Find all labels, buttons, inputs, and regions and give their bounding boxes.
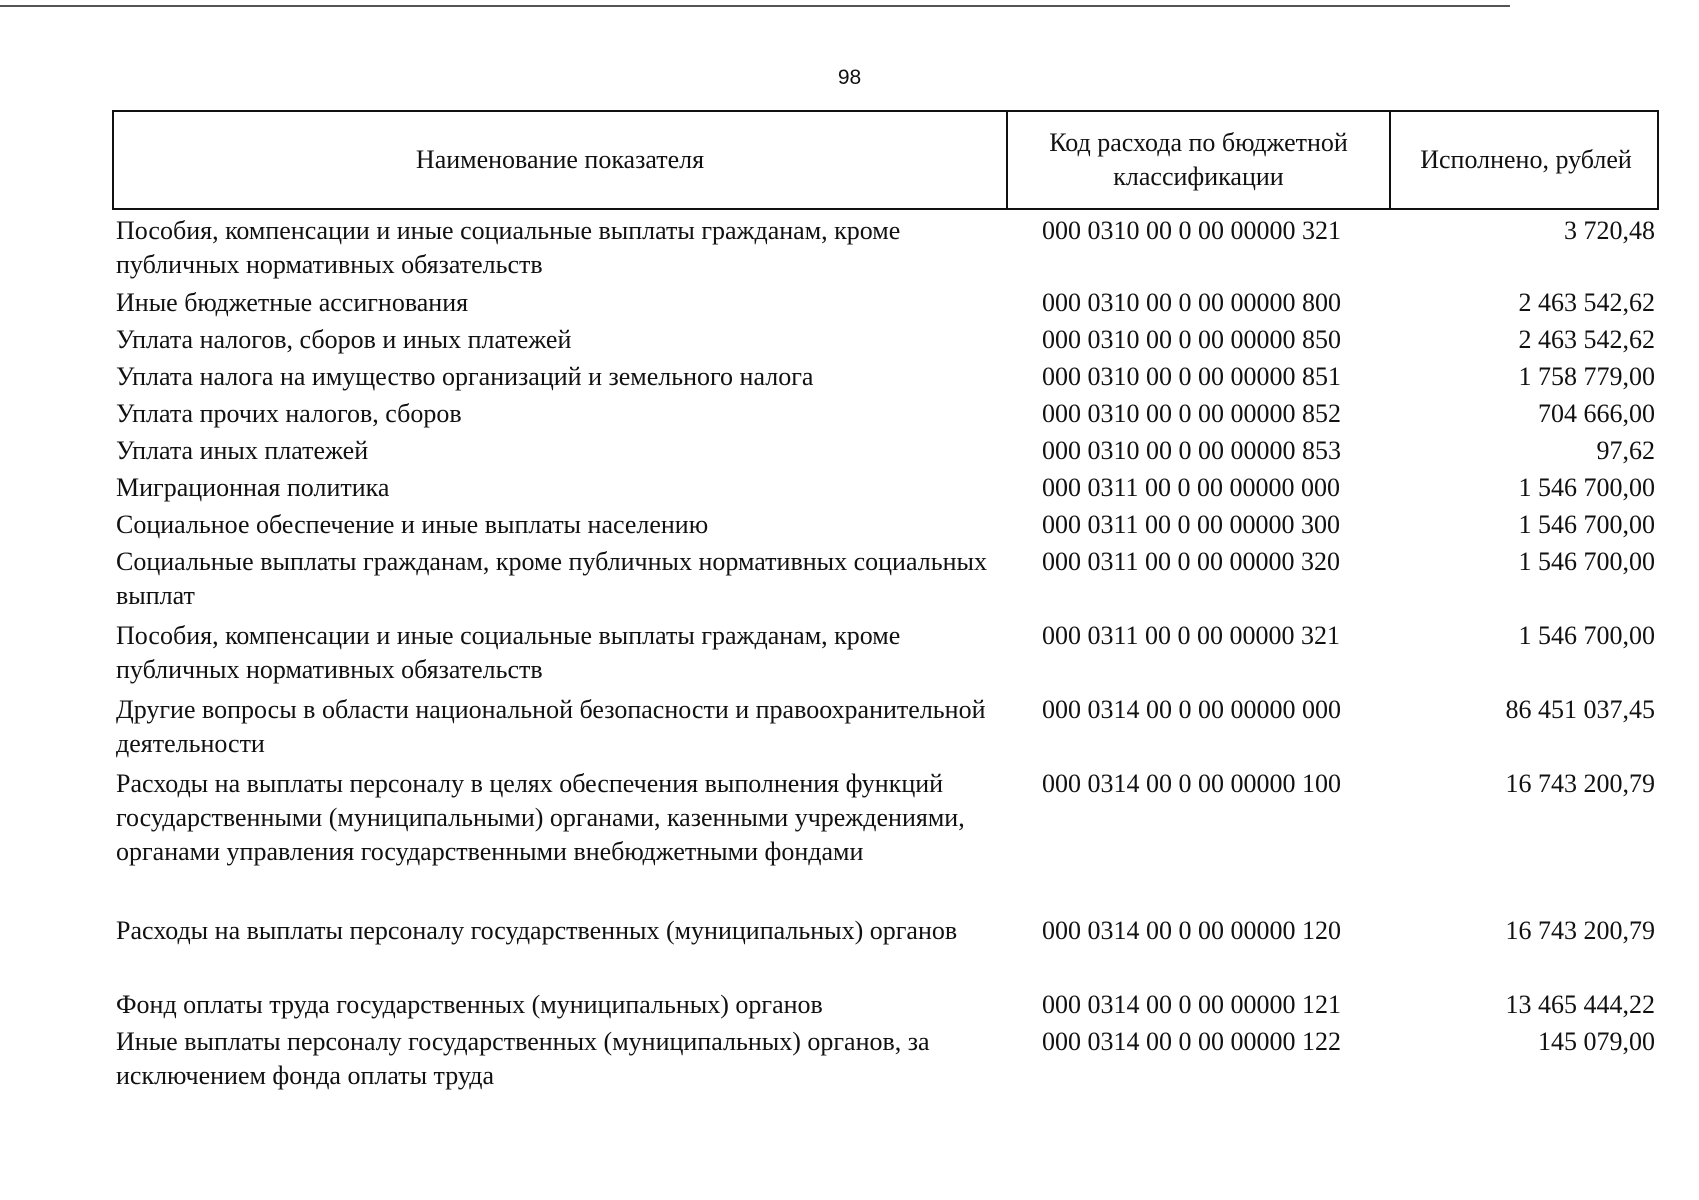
- row-name: Уплата иных платежей: [116, 436, 369, 465]
- table-row: [112, 914, 1659, 988]
- row-code: 000 0311 00 0 00 00000 300: [1042, 510, 1341, 539]
- header-name: Наименование показателя: [415, 145, 705, 174]
- table-header: [112, 110, 1659, 210]
- row-code: 000 0314 00 0 00 00000 000: [1042, 695, 1341, 724]
- table-row: [112, 286, 1659, 323]
- row-name: Фонд оплаты труда государственных (муниципальных) органов: [116, 990, 823, 1019]
- row-code: 000 0310 00 0 00 00000 851: [1042, 362, 1341, 391]
- row-name: Уплата налога на имущество организаций и земельного налога: [116, 362, 814, 391]
- table-row: [112, 360, 1659, 397]
- row-amount: 2 463 542,62: [1518, 325, 1655, 354]
- row-code: 000 0311 00 0 00 00000 321: [1042, 621, 1341, 650]
- table-row: [112, 693, 1659, 767]
- row-name: Пособия, компенсации и иные социальные выплаты гражданам, кроме публичных нормативных обязательств: [116, 216, 901, 279]
- row-amount: 13 465 444,22: [1505, 990, 1655, 1019]
- page-number-text: 98: [837, 66, 862, 89]
- table-row: [112, 508, 1659, 545]
- row-amount: 97,62: [1596, 436, 1655, 465]
- row-name: Расходы на выплаты персоналу государственных (муниципальных) органов: [116, 916, 958, 945]
- row-code: 000 0310 00 0 00 00000 321: [1042, 216, 1341, 245]
- table-row: [112, 1025, 1659, 1099]
- row-code: 000 0310 00 0 00 00000 800: [1042, 288, 1341, 317]
- row-amount: 1 546 700,00: [1518, 621, 1655, 650]
- table-row: [112, 323, 1659, 360]
- table-row: [112, 397, 1659, 434]
- row-amount: 1 546 700,00: [1518, 547, 1655, 576]
- row-code: 000 0314 00 0 00 00000 122: [1042, 1027, 1341, 1056]
- table-row: [112, 471, 1659, 508]
- row-amount: 3 720,48: [1564, 216, 1655, 245]
- table-row: [112, 545, 1659, 619]
- row-amount: 86 451 037,45: [1505, 695, 1655, 724]
- row-name: Другие вопросы в области национальной безопасности и правоохранительной деятельности: [116, 695, 986, 758]
- row-code: 000 0310 00 0 00 00000 850: [1042, 325, 1341, 354]
- header-amount: Исполнено, рублей: [1389, 112, 1661, 208]
- row-name: Миграционная политика: [116, 473, 390, 502]
- row-code: 000 0311 00 0 00 00000 000: [1042, 473, 1341, 502]
- row-amount: 704 666,00: [1538, 399, 1655, 428]
- row-amount: 1 758 779,00: [1518, 362, 1655, 391]
- row-code: 000 0310 00 0 00 00000 853: [1042, 436, 1341, 465]
- row-code: 000 0314 00 0 00 00000 120: [1042, 916, 1341, 945]
- page-number: [0, 66, 1699, 90]
- row-code: 000 0310 00 0 00 00000 852: [1042, 399, 1341, 428]
- table-body: [112, 210, 1659, 1099]
- table-row: [112, 767, 1659, 914]
- row-amount: 16 743 200,79: [1505, 769, 1655, 798]
- row-name: Расходы на выплаты персоналу в целях обеспечения выполнения функций государственными (муниципальными) органами, казенными учреждениями, органами управления государственными внебюджетными фондами: [116, 769, 965, 866]
- table-row: [112, 988, 1659, 1025]
- row-code: 000 0314 00 0 00 00000 121: [1042, 990, 1341, 1019]
- row-amount: 1 546 700,00: [1518, 473, 1655, 502]
- table-row: [112, 210, 1659, 286]
- header-code: Код расхода по бюджетной классификации: [1006, 112, 1389, 208]
- row-name: Иные выплаты персоналу государственных (муниципальных) органов, за исключением фонда оплаты труда: [116, 1027, 930, 1090]
- table-row: [112, 619, 1659, 693]
- row-amount: 2 463 542,62: [1518, 288, 1655, 317]
- top-border-line: [0, 5, 1510, 7]
- row-name: Пособия, компенсации и иные социальные выплаты гражданам, кроме публичных нормативных обязательств: [116, 621, 901, 684]
- row-name: Уплата налогов, сборов и иных платежей: [116, 325, 572, 354]
- row-name: Социальное обеспечение и иные выплаты населению: [116, 510, 709, 539]
- row-code: 000 0311 00 0 00 00000 320: [1042, 547, 1341, 576]
- row-amount: 16 743 200,79: [1505, 916, 1655, 945]
- row-amount: 145 079,00: [1538, 1027, 1655, 1056]
- row-name: Иные бюджетные ассигнования: [116, 288, 469, 317]
- row-name: Уплата прочих налогов, сборов: [116, 399, 462, 428]
- row-amount: 1 546 700,00: [1518, 510, 1655, 539]
- row-code: 000 0314 00 0 00 00000 100: [1042, 769, 1341, 798]
- row-name: Социальные выплаты гражданам, кроме публичных нормативных социальных выплат: [116, 547, 987, 610]
- budget-execution-table: [112, 110, 1659, 1099]
- table-row: [112, 434, 1659, 471]
